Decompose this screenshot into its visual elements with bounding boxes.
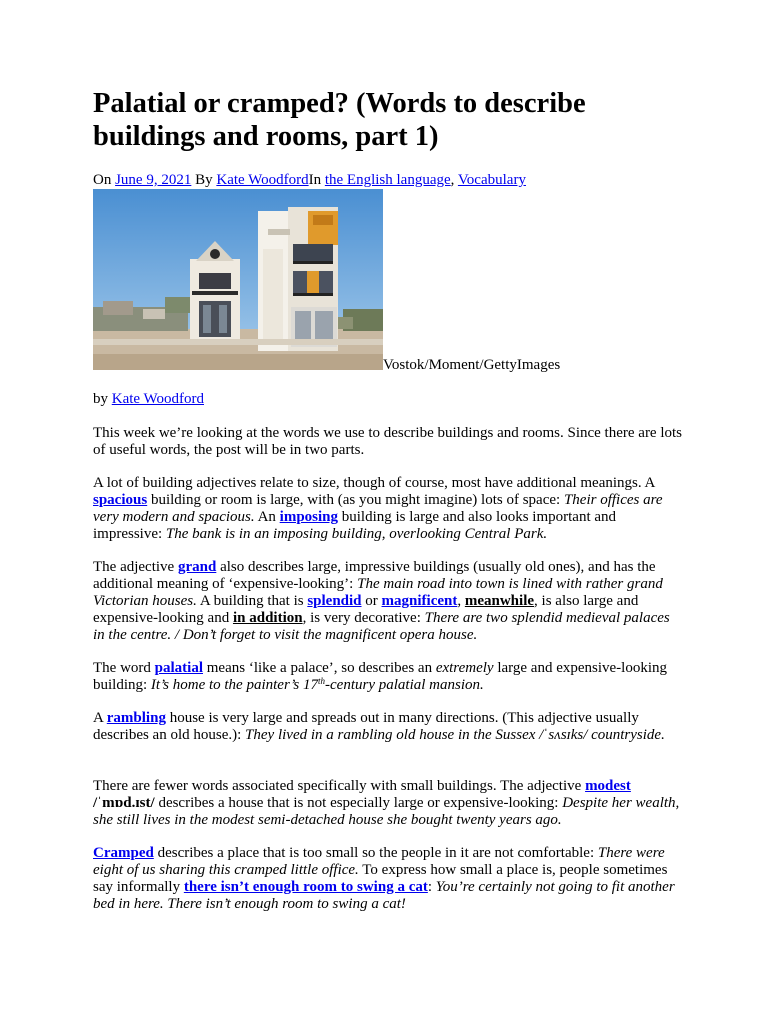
text-run: An [254, 509, 280, 525]
category-link-english-language[interactable]: the English language [324, 172, 451, 188]
text-run: large and expensive-looking building: [93, 660, 668, 693]
text-run: describes a house that is not especially large or expensive-looking: [154, 795, 563, 811]
text-run: : [427, 879, 436, 895]
text-run: , is also large and expensive-looking and [93, 593, 639, 626]
meta-separator: , [450, 172, 458, 188]
byline-author-link[interactable]: Kate Woodford [111, 391, 204, 407]
keyword-link-in-addition[interactable]: in addition [232, 610, 303, 626]
example-sentence: There are two splendid medieval palaces in the centre. / Don’t forget to visit the magnificent opera house. [93, 610, 670, 643]
text-run: A building that is [196, 593, 308, 609]
text-run: A lot of building adjectives relate to size, though of course, most have additional meanings. A [93, 475, 655, 491]
post-date-link[interactable]: June 9, 2021 [115, 172, 192, 188]
paragraph-rambling [93, 710, 683, 744]
emphasis-text: extremely [435, 660, 494, 676]
example-sentence: Despite her wealth, she still lives in the modest semi-detached house she bought twenty years ago. [93, 795, 680, 828]
category-link-vocabulary[interactable]: Vocabulary [457, 172, 526, 188]
keyword-link-rambling[interactable]: rambling [106, 710, 166, 726]
text-run: The adjective [93, 559, 178, 575]
example-sentence-end: -century palatial mansion. [325, 677, 484, 693]
keyword-link-cramped[interactable]: Cramped [93, 845, 154, 861]
byline-label: by [93, 391, 112, 407]
author-link[interactable]: Kate Woodford [216, 172, 309, 188]
meta-by-label: By [191, 172, 217, 188]
text-run: , [457, 593, 465, 609]
keyword-link-magnificent[interactable]: magnificent [381, 593, 458, 609]
example-sentence: It’s home to the painter’s 17 [150, 677, 319, 693]
paragraph-modest [93, 778, 683, 829]
pronunciation: /ˈmɒd.ɪst/ [93, 795, 155, 811]
example-sentence: You’re certainly not going to fit another bed in here. There isn’t enough room to swing a cat! [93, 879, 675, 912]
superscript-ordinal: th [318, 676, 326, 686]
example-sentence: There were eight of us sharing this cramped little office. [93, 845, 665, 878]
text-run: also describes large, impressive buildings (usually old ones), and has the additional meaning of ‘expensive-looking’: [93, 559, 656, 592]
article-title: Palatial or cramped? (Words to describe buildings and rooms, part 1) [93, 88, 586, 152]
text-run: , is very decorative: [302, 610, 425, 626]
text-run: To express how small a place is, people sometimes say informally [93, 862, 668, 895]
post-meta [93, 171, 526, 189]
keyword-link-spacious[interactable]: spacious [93, 492, 148, 508]
text-run: There are fewer words associated specifically with small buildings. The adjective [93, 778, 586, 794]
text-run: The word [93, 660, 155, 676]
text-run: describes a place that is too small so the people in it are not comfortable: [153, 845, 598, 861]
paragraph-palatial [93, 660, 683, 694]
keyword-link-grand[interactable]: grand [177, 559, 217, 575]
paragraph-intro: This week we’re looking at the words we use to describe buildings and rooms. Since there are lots of useful words, the post will be in two parts. [93, 425, 683, 458]
example-sentence: The main road into town is lined with rather grand Victorian houses. [93, 576, 663, 609]
paragraph-cramped [93, 845, 683, 913]
example-sentence: Their offices are very modern and spacious. [93, 492, 663, 525]
example-sentence: They lived in a rambling old house in the Sussex /ˈsʌsɪks/ countryside. [245, 727, 665, 743]
text-run: building is large and also looks important and impressive: [93, 509, 617, 542]
text-run: or [361, 593, 382, 609]
image-credit: Vostok/Moment/GettyImages [383, 357, 561, 373]
keyword-link-imposing[interactable]: imposing [279, 509, 339, 525]
text-run: A [93, 710, 107, 726]
paragraph-spacious-imposing [93, 475, 683, 543]
article-photo [93, 189, 383, 370]
example-sentence: The bank is in an imposing building, overlooking Central Park. [165, 526, 548, 542]
keyword-link-splendid[interactable]: splendid [307, 593, 362, 609]
meta-in-label: In [308, 172, 325, 188]
keyword-link-swing-a-cat[interactable]: there isn’t enough room to swing a cat [183, 879, 428, 895]
keyword-link-modest[interactable]: modest [585, 778, 631, 794]
keyword-link-palatial[interactable]: palatial [154, 660, 203, 676]
byline [93, 390, 204, 408]
text-run: building or room is large, with (as you might imagine) lots of space: [147, 492, 564, 508]
meta-on-label: On [93, 172, 116, 188]
text-run: house is very large and spreads out in many directions. (This adjective usually describes an old house.): [93, 710, 639, 743]
text-run: means ‘like a palace’, so describes an [203, 660, 436, 676]
paragraph-grand-splendid [93, 559, 683, 644]
keyword-link-meanwhile[interactable]: meanwhile [464, 593, 535, 609]
